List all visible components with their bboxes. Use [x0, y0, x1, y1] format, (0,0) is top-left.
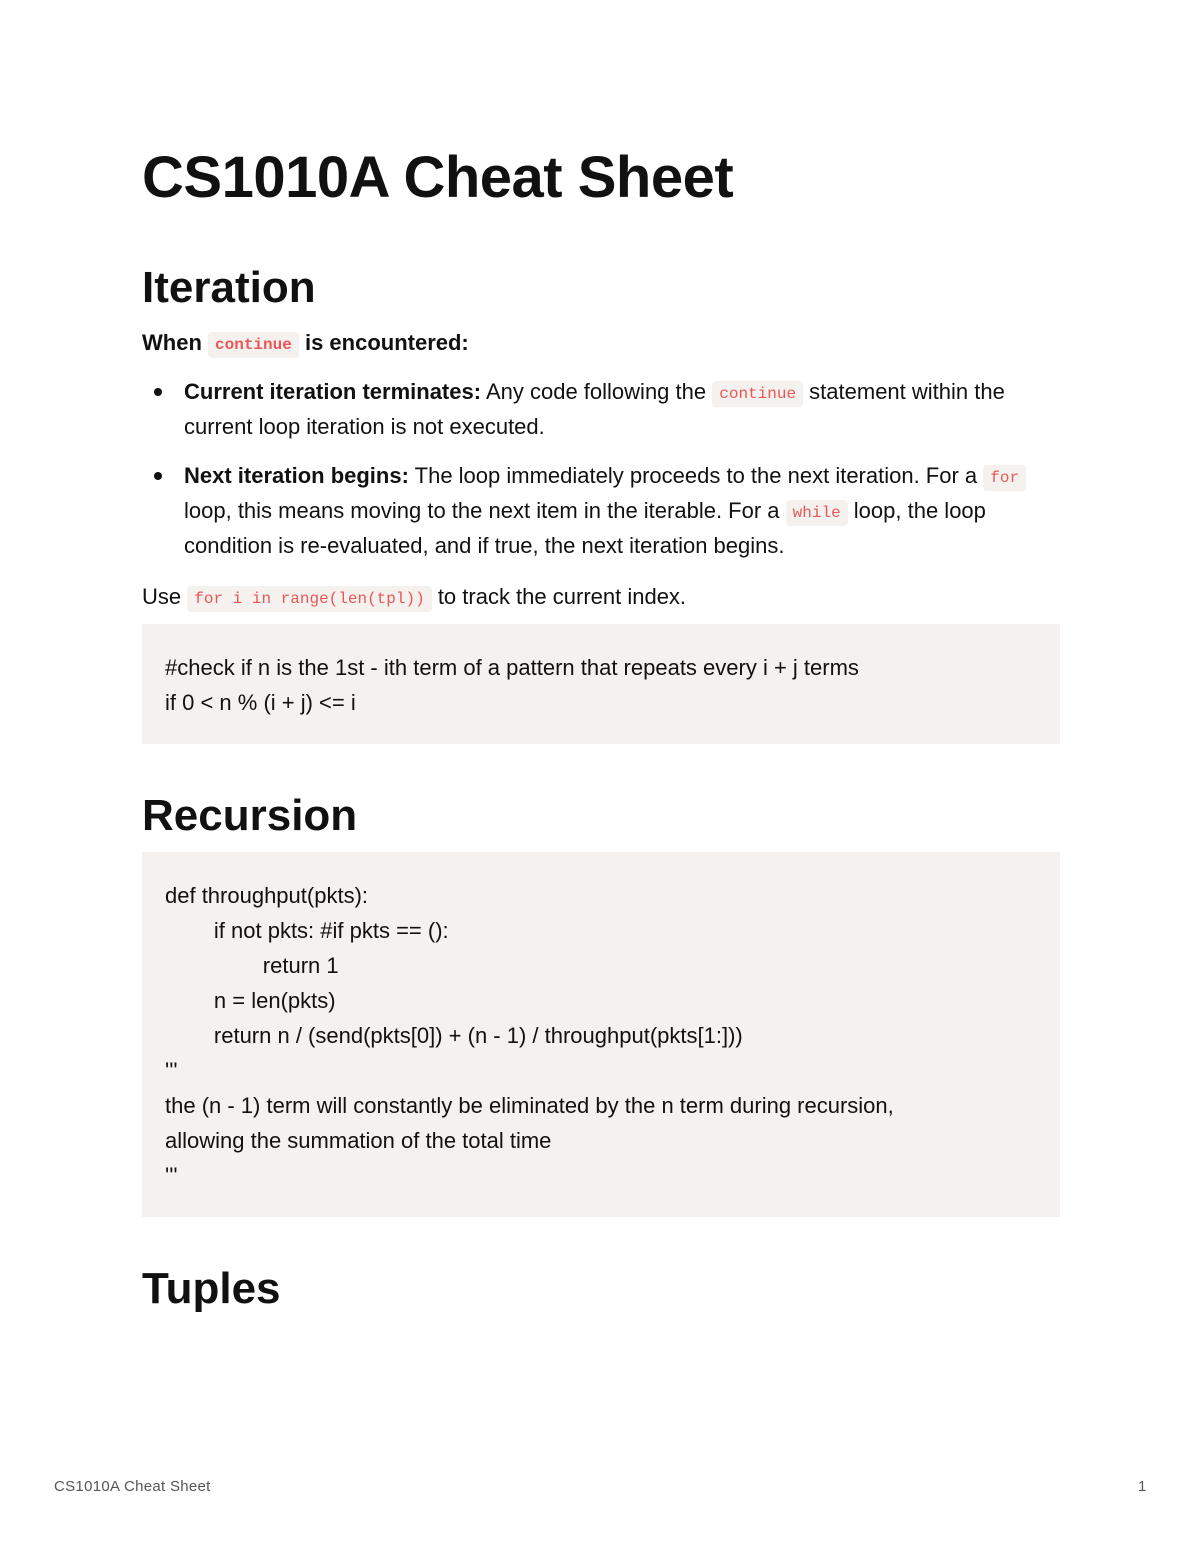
code-block-pattern: #check if n is the 1st - ith term of a pattern that repeats every i + j terms if 0 < n % (i + j) <= i — [142, 624, 1060, 744]
heading-iteration: Iteration — [142, 263, 316, 312]
heading-tuples: Tuples — [142, 1264, 281, 1313]
inline-code-while: while — [786, 500, 848, 526]
footer-page-number: 1 — [1138, 1478, 1147, 1495]
list-item: Next iteration begins: The loop immediately proceeds to the next iteration. For a for loop, this means moving to the next item in the iterable. For a while loop, the loop condition is re-evaluated, and if true, the next iteration begins. — [142, 458, 1060, 563]
bullet-icon — [154, 472, 162, 480]
page-title: CS1010A Cheat Sheet — [142, 145, 734, 210]
code-block-throughput: def throughput(pkts): if not pkts: #if pkts == (): return 1 n = len(pkts) return n / (send(pkts[0]) + (n - 1) / throughput(pkts[1:])) ''' the (n - 1) term will constantly be eliminated by the n term during recursion, allowing the summation of the total time ''' — [142, 852, 1060, 1217]
footer-title: CS1010A Cheat Sheet — [54, 1478, 211, 1495]
iteration-bullet-list — [142, 374, 1060, 563]
list-item: Current iteration terminates: Any code following the continue statement within the current loop iteration is not executed. — [142, 374, 1060, 444]
use-index-note: Use for i in range(len(tpl)) to track the current index. — [142, 579, 686, 614]
inline-code-for: for — [983, 465, 1026, 491]
inline-code-continue: continue — [712, 381, 803, 407]
inline-code-range: for i in range(len(tpl)) — [187, 586, 431, 612]
inline-code-continue: continue — [208, 332, 299, 358]
bullet-icon — [154, 388, 162, 396]
heading-recursion: Recursion — [142, 791, 358, 840]
iteration-intro: When continue is encountered: — [142, 325, 469, 360]
